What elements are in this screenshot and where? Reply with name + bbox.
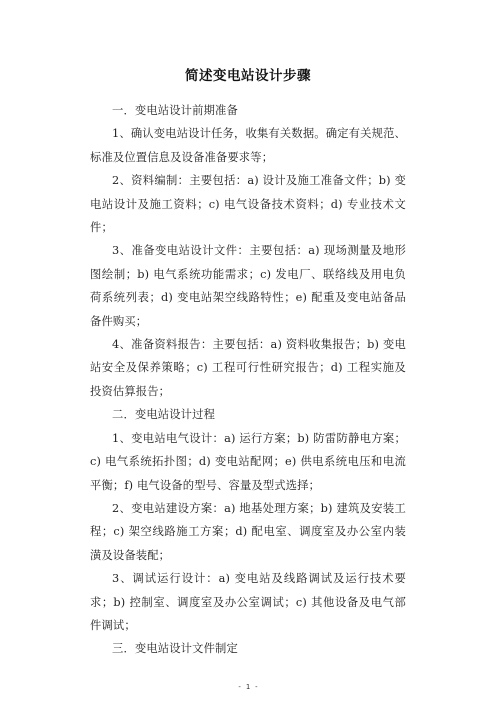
document-body xyxy=(90,99,406,661)
paragraph: 3、准备变电站设计文件：主要包括：a) 现场测量及地形图绘制；b) 电气系统功能需求；c) 发电厂、联络线及用电负荷系统列表；d) 变电站架空线路特性；e) 配重及变电站备品备件购买； xyxy=(90,244,406,328)
paragraph: 3、调试运行设计：a) 变电站及线路调试及运行技术要求；b) 控制室、调度室及办公室调试；c) 其他设备及电气部件调试； xyxy=(90,572,406,632)
paragraph: 4、准备资料报告：主要包括：a) 资料收集报告；b) 变电站安全及保养策略；c) 工程可行性研究报告；d) 工程实施及投资估算报告； xyxy=(90,338,406,398)
paragraph: 1、变电站电气设计：a) 运行方案；b) 防雷防静电方案；c) 电气系统拓扑图；d) 变电站配网；e) 供电系统电压和电流平衡；f) 电气设备的型号、容量及型式选择； xyxy=(90,431,406,492)
paragraph: 2、资料编制：主要包括：a) 设计及施工准备文件；b) 变电站设计及施工资料；c) 电气设备技术资料；d) 专业技术文件； xyxy=(90,174,406,235)
paragraph: 2、变电站建设方案：a) 地基处理方案；b) 建筑及安装工程；c) 架空线路施工方案；d) 配电室、调度室及办公室内装潢及设备装配； xyxy=(90,501,406,562)
paragraph: 1、确认变电站设计任务，收集有关数据。确定有关规范、标准及位置信息及设备准备要求等； xyxy=(90,127,406,164)
section-heading-2: 二．变电站设计过程 xyxy=(112,408,216,422)
section-heading-1: 一．变电站设计前期准备 xyxy=(112,104,238,117)
section-heading-3: 三．变电站设计文件制定 xyxy=(112,642,238,656)
page-title: 简述变电站设计步骤 xyxy=(185,68,311,84)
page-number: - 1 - xyxy=(237,683,259,691)
